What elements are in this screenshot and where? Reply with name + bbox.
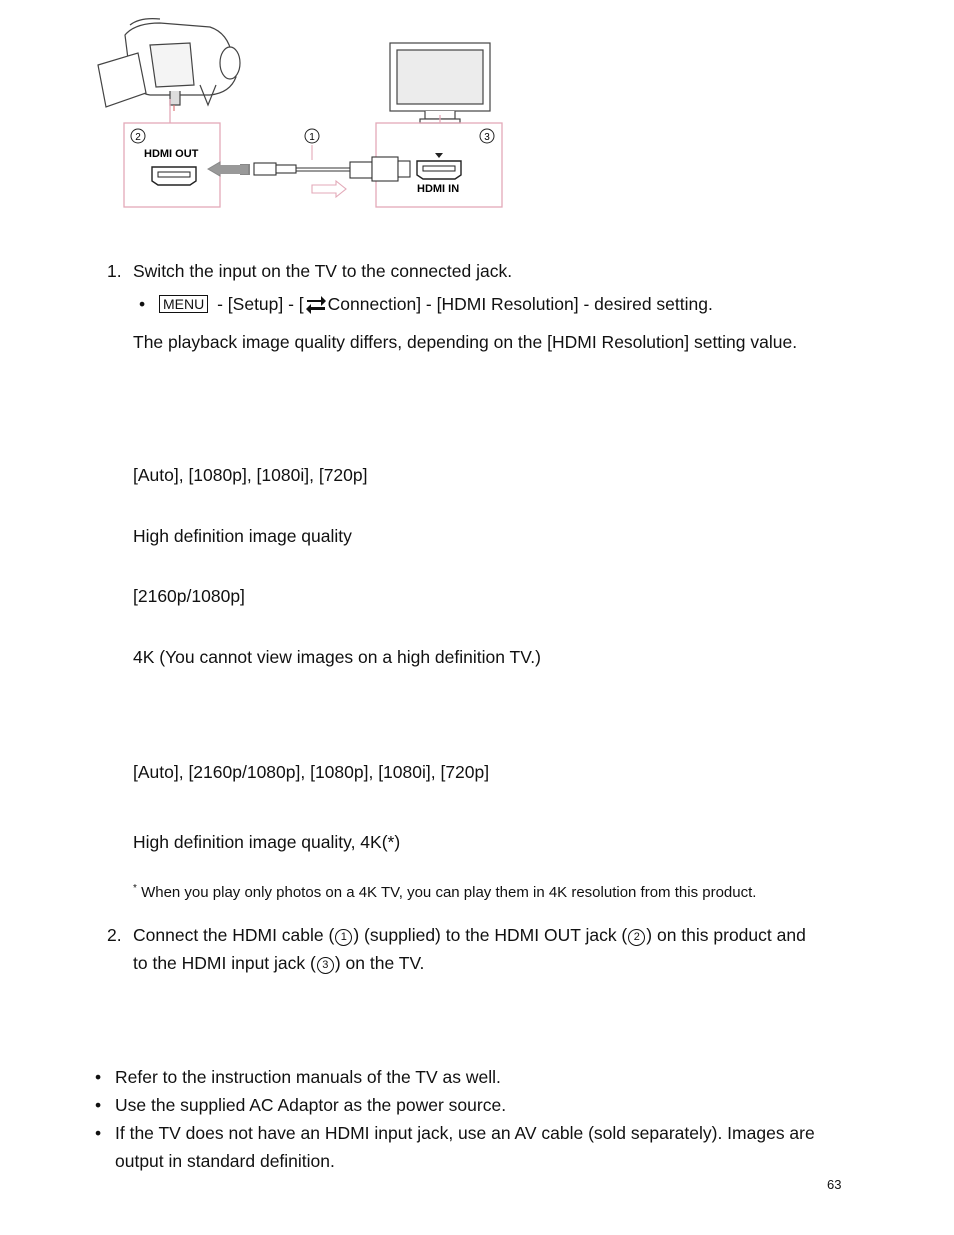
quality-hd: High definition image quality <box>133 526 352 546</box>
marker-3 <box>480 129 494 143</box>
marker-1 <box>305 129 319 143</box>
note-item: • If the TV does not have an HDMI input jack, use an AV cable (sold separately). Images are <box>115 1122 815 1144</box>
svg-text:1: 1 <box>309 132 315 143</box>
setting-values-hd: [Auto], [1080p], [1080i], [720p] <box>133 465 368 485</box>
hdmi-out-label: HDMI OUT <box>144 148 199 160</box>
hdmi-in-label: HDMI IN <box>417 183 460 195</box>
step-2-line-2: to the HDMI input jack ( 3 ) on the TV. <box>133 953 425 973</box>
menu-path-part-a: - [Setup] - [ <box>217 294 304 314</box>
hdmi-cable-illustration <box>254 145 410 197</box>
step-2-line-1: Connect the HDMI cable ( 1 ) (supplied) to the HDMI OUT jack ( 2 ) on this product and <box>133 925 806 945</box>
svg-text:3: 3 <box>484 132 490 143</box>
note-item: • Use the supplied AC Adaptor as the power source. <box>115 1094 506 1116</box>
svg-text:2: 2 <box>135 132 141 143</box>
quality-note: The playback image quality differs, depending on the [HDMI Resolution] setting value. <box>133 332 798 352</box>
footnote: * When you play only photos on a 4K TV, you can play them in 4K resolution from this product. <box>133 883 757 901</box>
camcorder-illustration <box>98 19 240 111</box>
circle-1-icon: 1 <box>335 929 352 946</box>
step-1-number: 1. <box>107 261 122 281</box>
connection-icon <box>305 294 327 314</box>
quality-hd-4k: High definition image quality, 4K(*) <box>133 832 401 852</box>
tv-illustration <box>390 43 490 123</box>
setting-values-4k-tv: [Auto], [2160p/1080p], [1080p], [1080i], [720p] <box>133 762 490 782</box>
quality-4k: 4K (You cannot view images on a high definition TV.) <box>133 647 541 667</box>
circle-3-icon: 3 <box>317 957 334 974</box>
page-number: 63 <box>827 1177 842 1192</box>
step-2-number: 2. <box>107 925 122 945</box>
insert-arrow-icon <box>218 165 248 174</box>
menu-path-part-b: Connection] - [HDMI Resolution] - desired setting. <box>327 294 713 314</box>
marker-2 <box>131 129 145 143</box>
connection-illustration <box>90 15 510 213</box>
setting-values-4k-only: [2160p/1080p] <box>133 586 245 606</box>
menu-path <box>159 293 713 315</box>
note-item: • Refer to the instruction manuals of the TV as well. <box>115 1066 501 1088</box>
footnote-mark: * <box>133 883 137 894</box>
circle-2-icon: 2 <box>628 929 645 946</box>
step-1-text: Switch the input on the TV to the connected jack. <box>133 261 513 281</box>
note-item-continuation: output in standard definition. <box>115 1151 335 1171</box>
menu-button-icon: MENU <box>159 295 208 313</box>
